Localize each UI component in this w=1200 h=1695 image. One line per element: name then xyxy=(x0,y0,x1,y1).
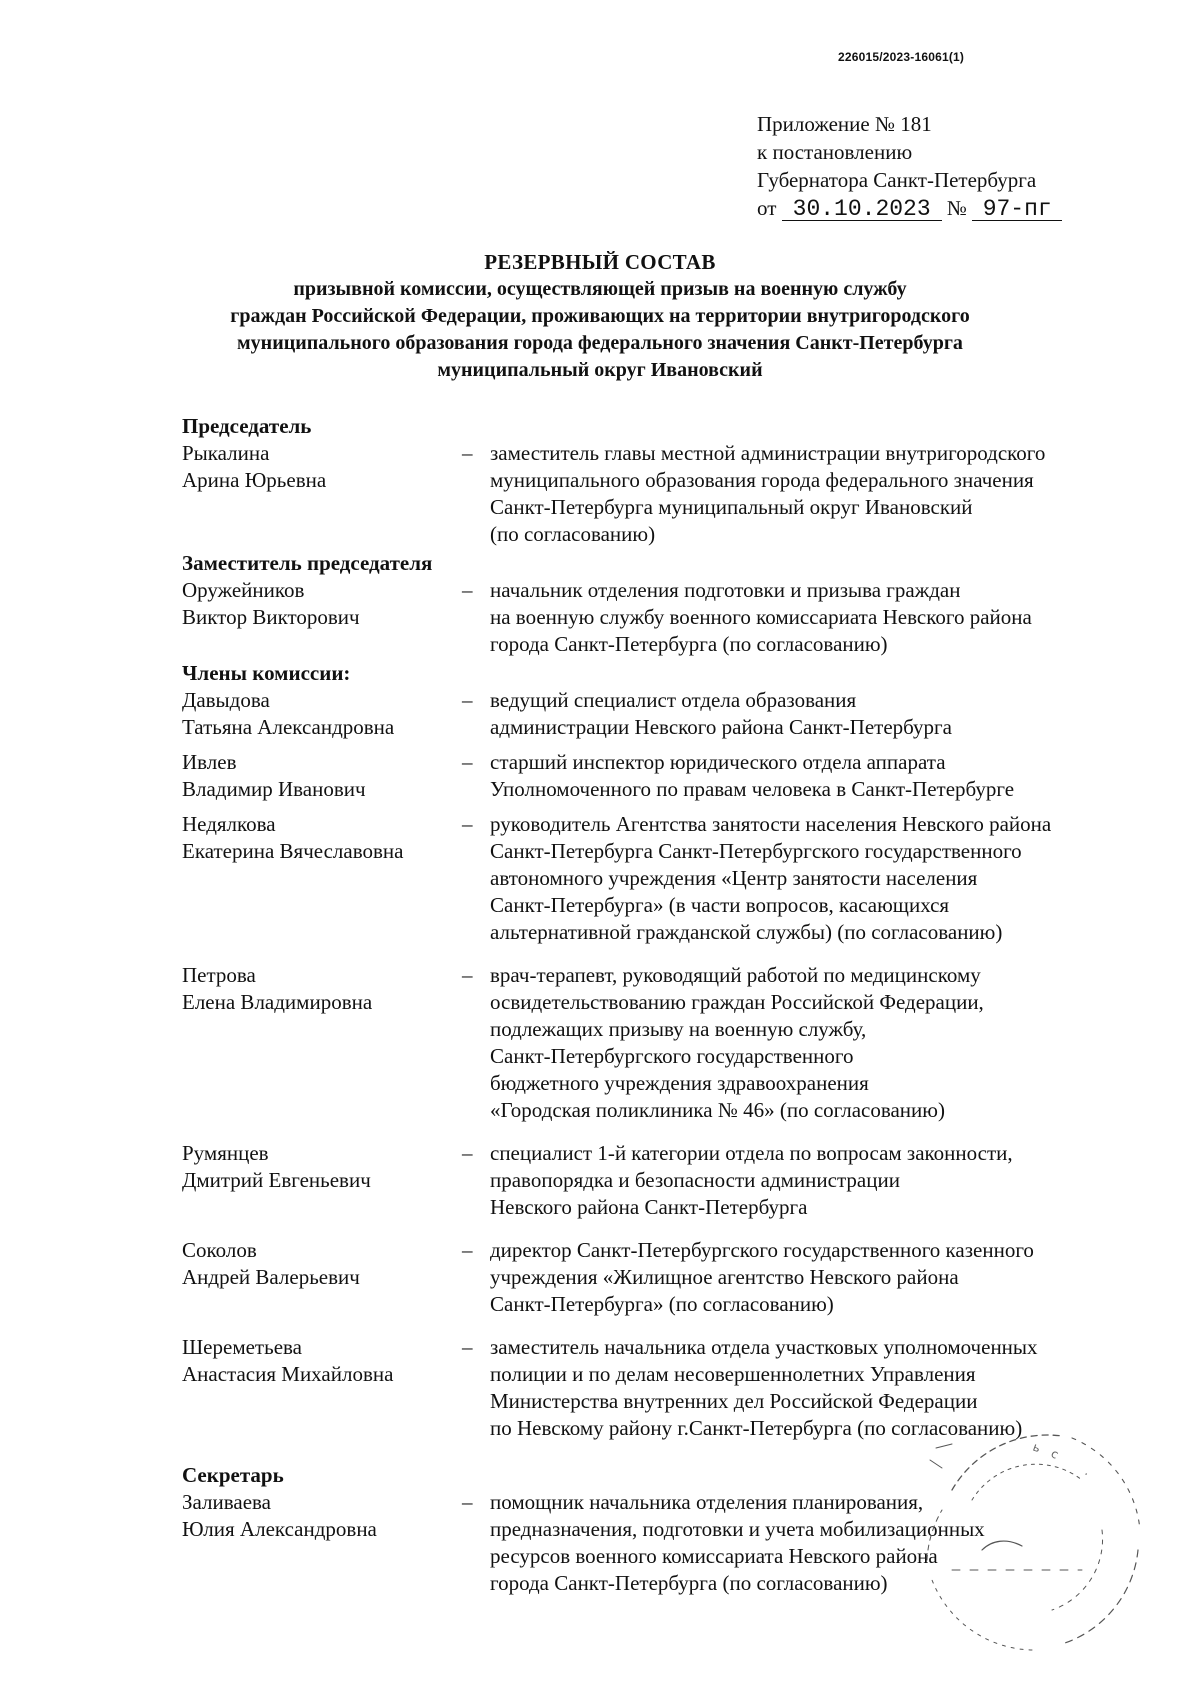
member-name-line: Татьяна Александровна xyxy=(182,715,395,739)
member-name-line: Арина Юрьевна xyxy=(182,468,327,492)
member-position-line: директор Санкт-Петербургского государственного казенного xyxy=(490,1238,1034,1262)
svg-text:с: с xyxy=(1048,1446,1061,1462)
document-id: 226015/2023-16061(1) xyxy=(838,50,965,64)
member-name-line: Ивлев xyxy=(182,750,237,774)
member-name xyxy=(182,687,462,741)
member-name-line: Виктор Викторович xyxy=(182,605,360,629)
member-name-line: Дмитрий Евгеньевич xyxy=(182,1168,371,1192)
member-row xyxy=(182,962,1142,1124)
separator-dash: – xyxy=(462,812,473,836)
member-position xyxy=(490,811,1140,946)
decree-number: 97-пг xyxy=(972,198,1062,221)
commission-roster xyxy=(182,413,1142,1597)
member-name xyxy=(182,1237,462,1318)
member-row xyxy=(182,687,1142,741)
member-position-line: Санкт-Петербургского государственного xyxy=(490,1044,854,1068)
member-name xyxy=(182,440,462,548)
member-name-line: Заливаева xyxy=(182,1490,271,1514)
member-name xyxy=(182,1334,462,1442)
title-subtitle-line: граждан Российской Федерации, проживающих на территории внутригородского xyxy=(230,305,970,327)
appendix-number: Приложение № 181 xyxy=(757,112,932,136)
member-position xyxy=(490,962,1140,1124)
member-position-line: заместитель главы местной администрации внутригородского xyxy=(490,441,1046,465)
member-name-line: Анастасия Михайловна xyxy=(182,1362,394,1386)
member-position xyxy=(490,1140,1140,1221)
member-position-line: правопорядка и безопасности администрации xyxy=(490,1168,900,1192)
separator-dash: – xyxy=(462,1141,473,1165)
member-position-line: города Санкт-Петербурга (по согласованию) xyxy=(490,632,888,656)
member-name-line: Андрей Валерьевич xyxy=(182,1265,360,1289)
member-row xyxy=(182,1334,1142,1442)
member-position-line: муниципального образования города федерального значения xyxy=(490,468,1034,492)
member-name xyxy=(182,1489,462,1597)
separator-dash: – xyxy=(462,578,473,602)
separator-dash: – xyxy=(462,750,473,774)
member-position-line: (по согласованию) xyxy=(490,522,656,546)
member-name xyxy=(182,811,462,946)
member-position-line: специалист 1-й категории отдела по вопросам законности, xyxy=(490,1141,1013,1165)
member-name-line: Оружейников xyxy=(182,578,305,602)
member-position xyxy=(490,577,1140,658)
member-row xyxy=(182,440,1142,548)
separator-dash: – xyxy=(462,963,473,987)
member-name-line: Румянцев xyxy=(182,1141,269,1165)
member-position-line: освидетельствованию граждан Российской Федерации, xyxy=(490,990,984,1014)
member-name-line: Елена Владимировна xyxy=(182,990,373,1014)
section-heading: Члены комиссии: xyxy=(182,661,351,685)
member-position-line: врач-терапевт, руководящий работой по медицинскому xyxy=(490,963,981,987)
member-name xyxy=(182,962,462,1124)
number-prefix: № xyxy=(946,196,967,220)
appendix-issuer: Губернатора Санкт-Петербурга xyxy=(757,168,1037,192)
member-position-line: на военную службу военного комиссариата Невского района xyxy=(490,605,1032,629)
member-position-line: города Санкт-Петербурга (по согласованию) xyxy=(490,1571,888,1595)
member-position-line: автономного учреждения «Центр занятости населения xyxy=(490,866,978,890)
member-position-line: «Городская поликлиника № 46» (по согласованию) xyxy=(490,1098,945,1122)
member-position-line: Невского района Санкт-Петербурга xyxy=(490,1195,808,1219)
separator-dash: – xyxy=(462,1335,473,1359)
title-subtitle-line: призывной комиссии, осуществляющей призыв на военную службу xyxy=(293,278,907,300)
member-position xyxy=(490,1237,1140,1318)
member-position-line: бюджетного учреждения здравоохранения xyxy=(490,1071,869,1095)
member-position xyxy=(490,749,1140,803)
member-position-line: подлежащих призыву на военную службу, xyxy=(490,1017,867,1041)
member-name-line: Соколов xyxy=(182,1238,257,1262)
decree-date: 30.10.2023 xyxy=(782,198,942,221)
svg-text:ь: ь xyxy=(1030,1439,1043,1456)
svg-text:·: · xyxy=(1080,1467,1093,1481)
title-main: РЕЗЕРВНЫЙ СОСТАВ xyxy=(484,250,716,274)
member-position-line: Санкт-Петербурга» (по согласованию) xyxy=(490,1292,834,1316)
member-row xyxy=(182,577,1142,658)
member-position-line: Уполномоченного по правам человека в Санкт-Петербурге xyxy=(490,777,1015,801)
member-position-line: руководитель Агентства занятости населения Невского района xyxy=(490,812,1052,836)
member-position-line: Санкт-Петербурга муниципальный округ Ивановский xyxy=(490,495,973,519)
member-position xyxy=(490,1334,1140,1442)
member-position-line: заместитель начальника отдела участковых уполномоченных xyxy=(490,1335,1038,1359)
member-row xyxy=(182,811,1142,946)
separator-dash: – xyxy=(462,688,473,712)
appendix-date-line xyxy=(757,194,1062,222)
member-position-line: Санкт-Петербурга Санкт-Петербургского государственного xyxy=(490,839,1022,863)
member-position-line: помощник начальника отделения планирования, xyxy=(490,1490,924,1514)
member-row xyxy=(182,1237,1142,1318)
separator-dash: – xyxy=(462,1490,473,1514)
date-prefix: от xyxy=(757,196,777,220)
member-name-line: Екатерина Вячеславовна xyxy=(182,839,404,863)
member-name-line: Недялкова xyxy=(182,812,276,836)
member-position-line: администрации Невского района Санкт-Петербурга xyxy=(490,715,952,739)
member-name-line: Шереметьева xyxy=(182,1335,302,1359)
member-position-line: ведущий специалист отдела образования xyxy=(490,688,857,712)
member-name-line: Владимир Иванович xyxy=(182,777,366,801)
member-position-line: ресурсов военного комиссариата Невского района xyxy=(490,1544,938,1568)
member-position xyxy=(490,440,1140,548)
member-position xyxy=(490,687,1140,741)
member-name-line: Давыдова xyxy=(182,688,270,712)
member-position xyxy=(490,1489,1140,1597)
appendix-block xyxy=(757,110,1062,222)
member-position-line: полиции и по делам несовершеннолетних Управления xyxy=(490,1362,976,1386)
member-name-line: Рыкалина xyxy=(182,441,270,465)
member-position-line: учреждения «Жилищное агентство Невского района xyxy=(490,1265,959,1289)
member-name xyxy=(182,577,462,658)
member-position-line: начальник отделения подготовки и призыва граждан xyxy=(490,578,961,602)
member-position-line: Санкт-Петербурга» (в части вопросов, касающихся xyxy=(490,893,950,917)
member-position-line: по Невскому району г.Санкт-Петербурга (по согласованию) xyxy=(490,1416,1023,1440)
section-heading: Секретарь xyxy=(182,1463,284,1487)
member-position-line: альтернативной гражданской службы) (по согласованию) xyxy=(490,920,1003,944)
member-name-line: Петрова xyxy=(182,963,256,987)
member-row xyxy=(182,749,1142,803)
separator-dash: – xyxy=(462,1238,473,1262)
title-subtitle-line: муниципальный округ Ивановский xyxy=(437,359,763,381)
member-position-line: предназначения, подготовки и учета мобилизационных xyxy=(490,1517,985,1541)
member-row xyxy=(182,1489,1142,1597)
member-row xyxy=(182,1140,1142,1221)
title-subtitle-line: муниципального образования города федерального значения Санкт-Петербурга xyxy=(237,332,963,354)
member-position-line: Министерства внутренних дел Российской Федерации xyxy=(490,1389,978,1413)
separator-dash: – xyxy=(462,441,473,465)
document-title xyxy=(140,248,1060,384)
member-name xyxy=(182,1140,462,1221)
section-heading: Председатель xyxy=(182,414,312,438)
appendix-reference: к постановлению xyxy=(757,140,913,164)
member-position-line: старший инспектор юридического отдела аппарата xyxy=(490,750,946,774)
section-heading: Заместитель председателя xyxy=(182,551,433,575)
member-name-line: Юлия Александровна xyxy=(182,1517,377,1541)
member-name xyxy=(182,749,462,803)
